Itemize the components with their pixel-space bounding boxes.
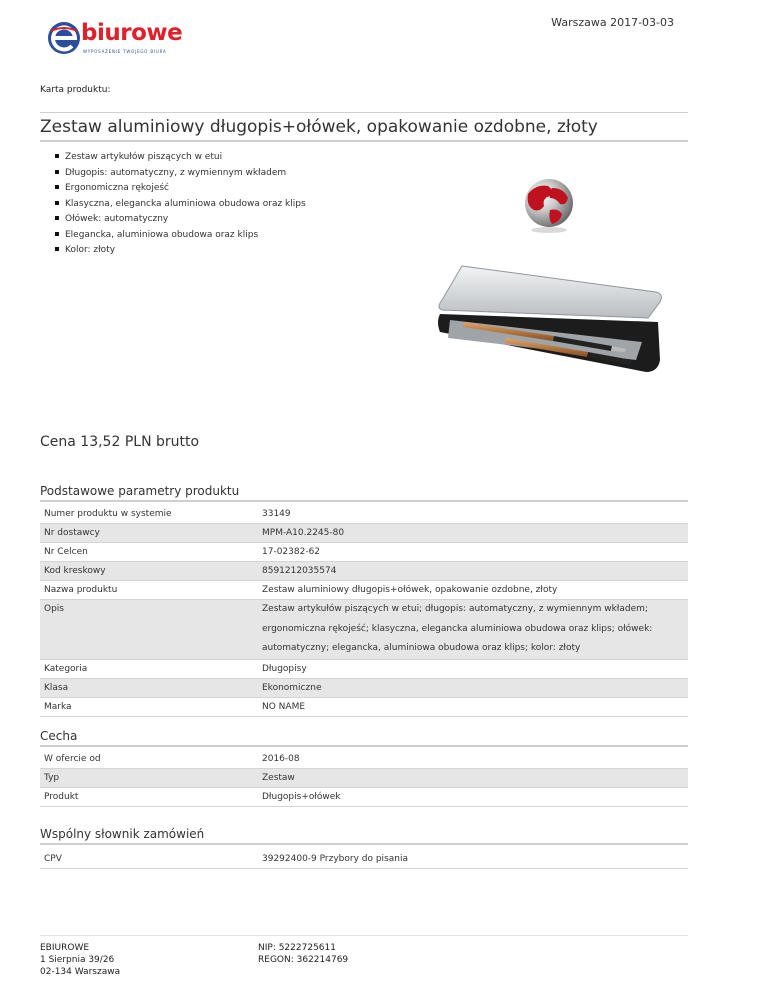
param-key: Opis	[44, 604, 64, 614]
product-price: Cena 13,52 PLN brutto	[40, 434, 200, 450]
table-row	[40, 505, 688, 524]
table-row	[40, 850, 688, 869]
table-row	[40, 788, 688, 807]
logo-text: biurowe	[81, 20, 183, 46]
brand-logo[interactable]	[47, 20, 187, 60]
features-table	[40, 750, 688, 807]
footer-city: 02-134 Warszawa	[40, 967, 121, 977]
table-row	[40, 581, 688, 600]
feature-item: Klasyczna, elegancka aluminiowa obudowa oraz klips	[52, 197, 306, 213]
param-key: Klasa	[44, 682, 69, 693]
param-key: Kod kreskowy	[44, 566, 106, 576]
param-key: Produkt	[44, 792, 79, 802]
param-value: NO NAME	[262, 701, 306, 712]
table-row	[40, 524, 688, 543]
logo-tagline: WYPOSAŻENIE TWOJEGO BIURA	[83, 49, 167, 54]
feature-item: Elegancka, aluminiowa obudowa oraz klips	[52, 228, 306, 244]
footer-company: EBIUROWE	[40, 943, 90, 953]
param-key: Marka	[44, 701, 72, 712]
param-key: Numer produktu w systemie	[44, 509, 172, 519]
param-value: 33149	[262, 509, 291, 519]
param-key: Typ	[44, 773, 60, 783]
table-row	[40, 659, 688, 678]
table-row	[40, 697, 688, 716]
feature-item: Ołówek: automatyczny	[52, 212, 306, 228]
product-image	[436, 262, 666, 374]
footer-street: 1 Sierpnia 39/26	[40, 955, 115, 965]
logo-globe-icon	[47, 21, 81, 55]
footer-registration	[258, 942, 348, 966]
param-value: 8591212035574	[262, 566, 337, 576]
table-row	[40, 562, 688, 581]
product-title: Zestaw aluminiowy długopis+ołówek, opakowanie ozdobne, złoty	[40, 112, 688, 142]
feature-item: Kolor: złoty	[52, 243, 306, 259]
param-value: 39292400-9 Przybory do pisania	[262, 854, 408, 864]
feature-item: Ergonomiczna rękojeść	[52, 181, 306, 197]
cpv-section-title: Wspólny słownik zamówień	[40, 827, 688, 845]
table-row	[40, 543, 688, 562]
param-value: Długopis+ołówek	[262, 792, 341, 802]
param-value: Zestaw aluminiowy długopis+ołówek, opakowanie ozdobne, złoty	[262, 585, 558, 595]
basic-params-table	[40, 505, 688, 717]
document-date: Warszawa 2017-03-03	[551, 16, 674, 29]
param-key: Nr Celcen	[44, 547, 88, 557]
param-value: 17-02382-62	[262, 547, 321, 557]
param-value: Zestaw artykułów piszących w etui; długopis: automatyczny, z wymiennym wkładem; ergonomiczna rękojeść; klasyczna, elegancka aluminiowa obudowa oraz klips; ołówek: automatyczny; elegancka, aluminiowa obudowa oraz klips; kolor: złoty	[262, 604, 653, 653]
param-key: W ofercie od	[44, 754, 101, 764]
param-key: Nazwa produktu	[44, 585, 118, 595]
table-row	[40, 600, 688, 660]
table-row	[40, 750, 688, 769]
param-value: Zestaw	[262, 773, 295, 783]
feature-item: Długopis: automatyczny, z wymiennym wkładem	[52, 166, 306, 182]
footer-address	[40, 942, 120, 978]
param-key: Kategoria	[44, 663, 88, 674]
param-value: Ekonomiczne	[262, 682, 322, 693]
globe-icon	[520, 176, 578, 234]
param-value: 2016-08	[262, 754, 300, 764]
param-key: Nr dostawcy	[44, 528, 100, 538]
features-section-title: Cecha	[40, 729, 688, 747]
table-row	[40, 769, 688, 788]
feature-item: Zestaw artykułów piszących w etui	[52, 150, 306, 166]
card-label: Karta produktu:	[40, 85, 111, 95]
param-key: CPV	[44, 854, 62, 864]
feature-list	[52, 150, 306, 259]
param-value: MPM-A10.2245-80	[262, 528, 345, 538]
cpv-table	[40, 850, 688, 869]
footer-regon: REGON: 362214769	[258, 955, 349, 965]
footer-nip: NIP: 5222725611	[258, 943, 336, 953]
param-value: Długopisy	[262, 663, 307, 674]
table-row	[40, 678, 688, 697]
footer-divider	[40, 935, 688, 936]
basic-params-title: Podstawowe parametry produktu	[40, 484, 688, 502]
